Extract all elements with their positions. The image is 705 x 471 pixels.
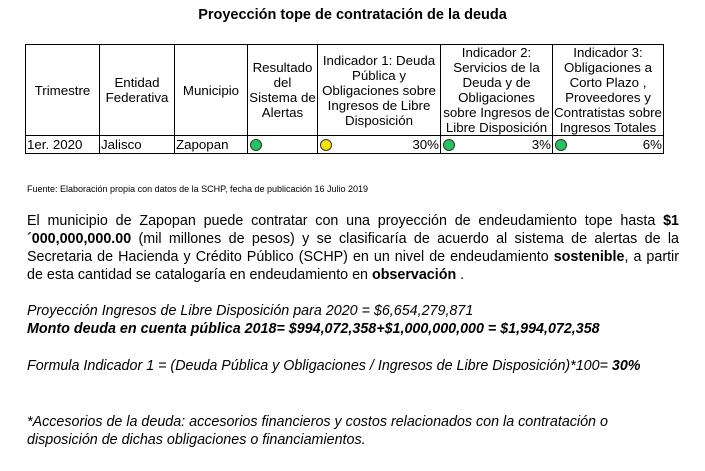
header-indicador2: Indicador 2: Servicios de la Deuda y de Obligaciones sobre Ingresos de Libre Disposición	[441, 45, 553, 136]
formula-text	[27, 357, 679, 375]
status-yellow-dot-icon	[320, 139, 332, 151]
summary-text-4: .	[456, 267, 465, 283]
cell-municipio: Zapopan	[175, 136, 248, 154]
income-projection: Proyección Ingresos de Libre Disposición para 2020 = $6,654,279,871	[27, 303, 474, 319]
debt-status: observación	[371, 267, 457, 283]
header-entidad: Entidad Federativa	[100, 45, 175, 136]
header-indicador1: Indicador 1: Deuda Pública y Obligaciones sobre Ingresos de Libre Disposición	[318, 45, 441, 136]
table-row	[26, 136, 664, 154]
cell-indicador3	[553, 136, 664, 154]
indicador1-value: 30%	[412, 137, 439, 152]
summary-paragraph	[27, 212, 679, 284]
debt-cap-amount: $1´000,000,000.00	[27, 213, 679, 247]
summary-text-2: (mil millones de pesos) y se clasificaría de acuerdo al sistema de alertas de la Secretaria de Hacienda y Crédito Público (SCHP) en un nivel de endeudamiento	[27, 231, 679, 265]
summary-text-1: El municipio de Zapopan puede contratar con una proyección de endeudamiento tope hasta	[27, 213, 664, 229]
page-title: Proyección tope de contratación de la deuda	[198, 7, 507, 23]
cell-indicador1	[318, 136, 441, 154]
table-header-row	[26, 45, 664, 136]
cell-resultado	[248, 136, 318, 154]
cell-entidad: Jalisco	[100, 136, 175, 154]
source-note: Fuente: Elaboración propia con datos de la SCHP, fecha de publicación 16 Julio 2019	[27, 184, 369, 194]
debt-table	[25, 44, 664, 154]
header-resultado: Resultado del Sistema de Alertas	[248, 45, 318, 136]
header-indicador3: Indicador 3: Obligaciones a Corto Plazo , Proveedores y Contratistas sobre Ingresos Totales	[554, 45, 662, 135]
status-green-dot-icon	[443, 139, 455, 151]
cell-indicador2	[441, 136, 553, 154]
formula-result: 30%	[611, 358, 641, 374]
footnote: *Accesorios de la deuda: accesorios financieros y costos relacionados con la contratación o disposición de dichas obligaciones o financiamientos.	[27, 414, 608, 448]
cell-trimestre: 1er. 2020	[26, 136, 100, 154]
summary-text-3: , a partir de esta cantidad se catalogaría en endeudamiento en	[27, 249, 679, 283]
indicador2-value: 3%	[531, 137, 551, 152]
header-municipio: Municipio	[175, 45, 248, 136]
status-green-dot-icon	[555, 139, 567, 151]
formula-expression: Formula Indicador 1 = (Deuda Pública y Obligaciones / Ingresos de Libre Disposición)*100=	[27, 358, 612, 374]
indicador3-value: 6%	[642, 137, 662, 152]
debt-total: Monto deuda en cuenta pública 2018= $994,072,358+$1,000,000,000 = $1,994,072,358	[27, 321, 600, 337]
debt-level: sostenible	[553, 249, 625, 265]
header-trimestre: Trimestre	[26, 45, 100, 136]
status-green-dot-icon	[250, 139, 262, 151]
